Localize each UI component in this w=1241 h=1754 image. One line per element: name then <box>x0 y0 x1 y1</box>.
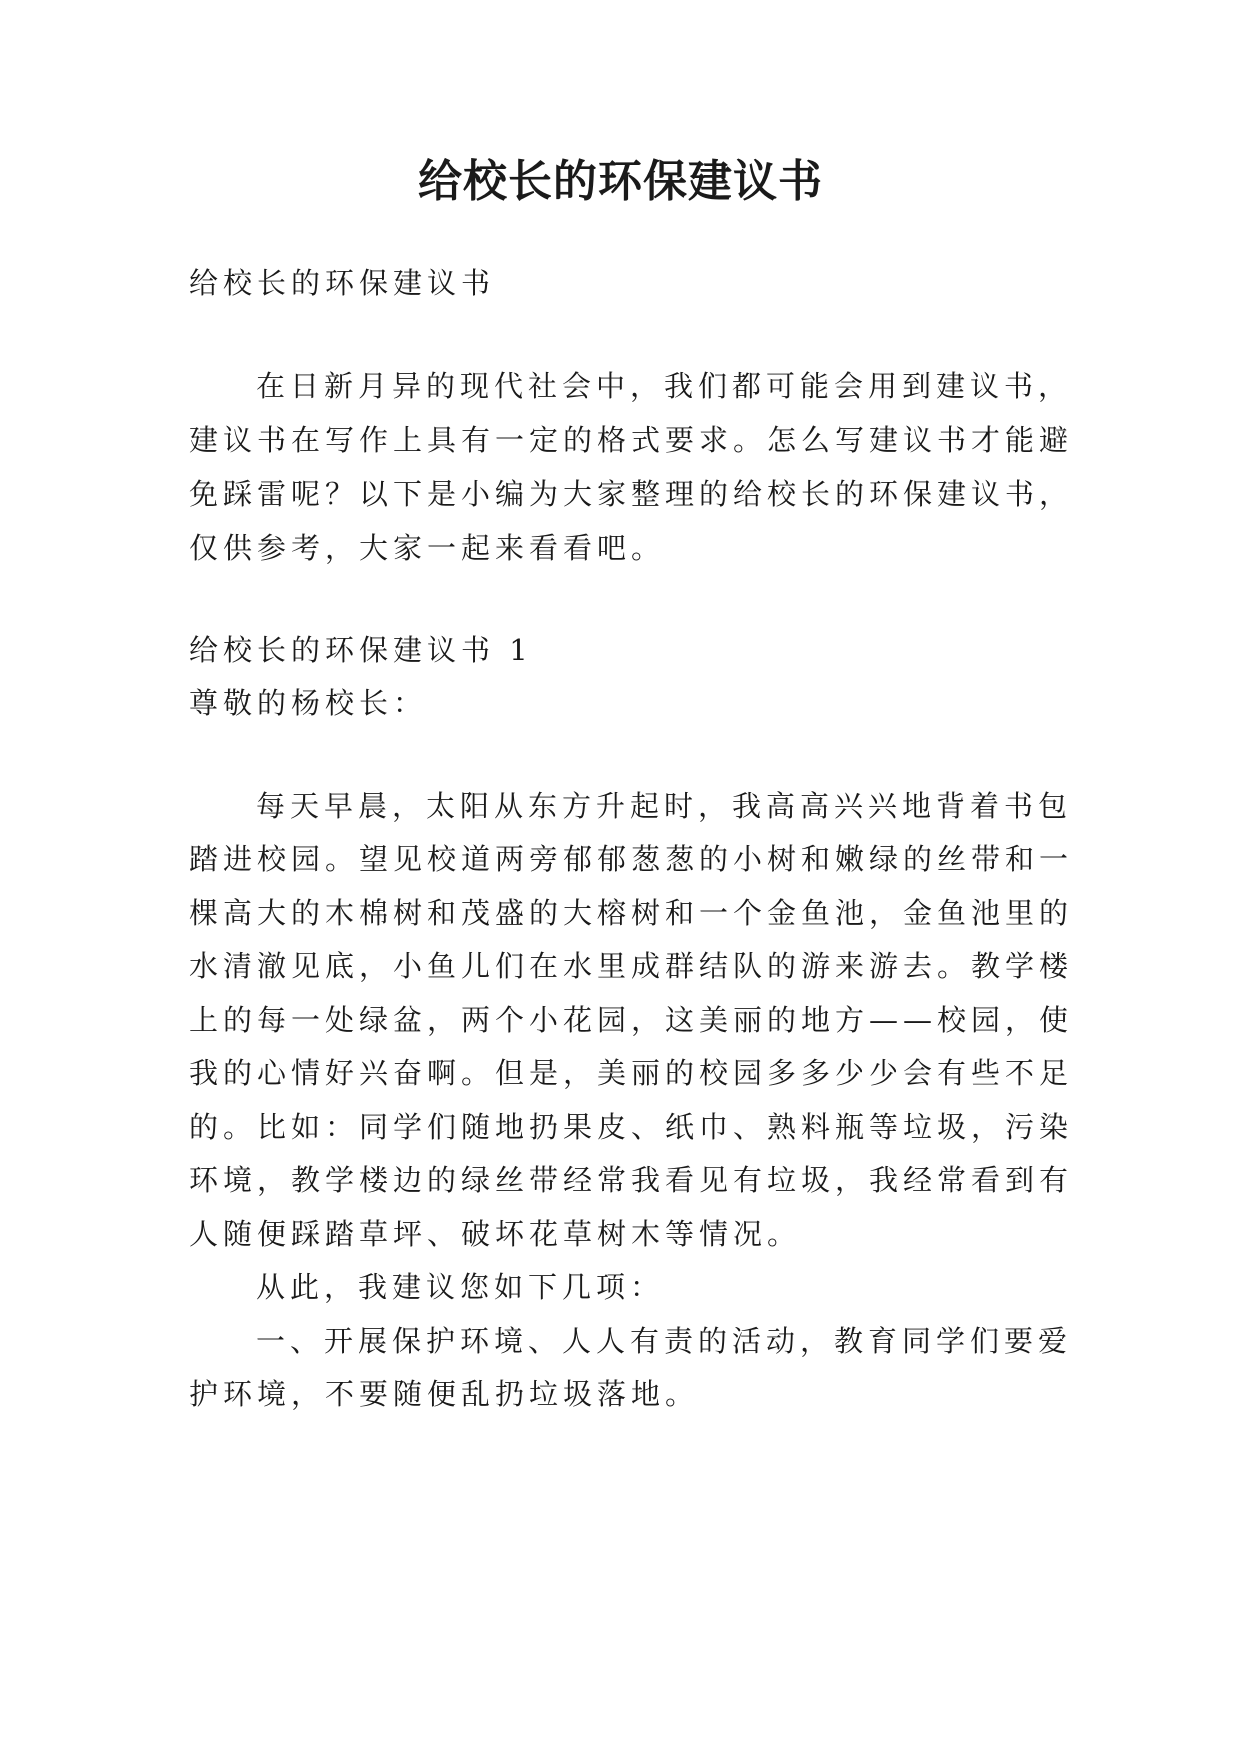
body-line-4: 水清澈见底，小鱼儿们在水里成群结队的游来游去。教学楼 <box>189 949 1074 983</box>
body-line-6: 我的心情好兴奋啊。但是，美丽的校园多多少少会有些不足 <box>189 1056 1074 1090</box>
body-line-5: 上的每一处绿盆，两个小花园，这美丽的地方——校园，使 <box>189 1003 1074 1037</box>
document-title: 给校长的环保建议书 <box>418 156 823 207</box>
body-line-9: 人随便踩踏草坪、破坏花草树木等情况。 <box>189 1217 802 1251</box>
body-line-8: 环境，教学楼边的绿丝带经常我看见有垃圾，我经常看到有 <box>189 1163 1074 1197</box>
proposal-intro: 从此，我建议您如下几项： <box>256 1270 665 1304</box>
proposal-1-line-2: 护环境，不要随便乱扔垃圾落地。 <box>189 1377 700 1411</box>
section-heading: 给校长的环保建议书 1 <box>189 633 533 667</box>
proposal-1-line-1: 一、开展保护环境、人人有责的活动，教育同学们要爱 <box>256 1324 1073 1358</box>
intro-line-1: 在日新月异的现代社会中，我们都可能会用到建议书， <box>256 369 1073 403</box>
body-line-1: 每天早晨，太阳从东方升起时，我高高兴兴地背着书包 <box>256 789 1073 823</box>
document-subtitle: 给校长的环保建议书 <box>189 266 496 300</box>
intro-line-4: 仅供参考，大家一起来看看吧。 <box>189 531 666 565</box>
body-line-7: 的。比如：同学们随地扔果皮、纸巾、熟料瓶等垃圾，污染 <box>189 1110 1074 1144</box>
intro-line-2: 建议书在写作上具有一定的格式要求。怎么写建议书才能避 <box>189 423 1074 457</box>
body-line-3: 棵高大的木棉树和茂盛的大榕树和一个金鱼池，金鱼池里的 <box>189 896 1074 930</box>
salutation: 尊敬的杨校长： <box>189 686 428 720</box>
body-line-2: 踏进校园。望见校道两旁郁郁葱葱的小树和嫩绿的丝带和一 <box>189 842 1074 876</box>
intro-line-3: 免踩雷呢？以下是小编为大家整理的给校长的环保建议书， <box>189 477 1074 511</box>
